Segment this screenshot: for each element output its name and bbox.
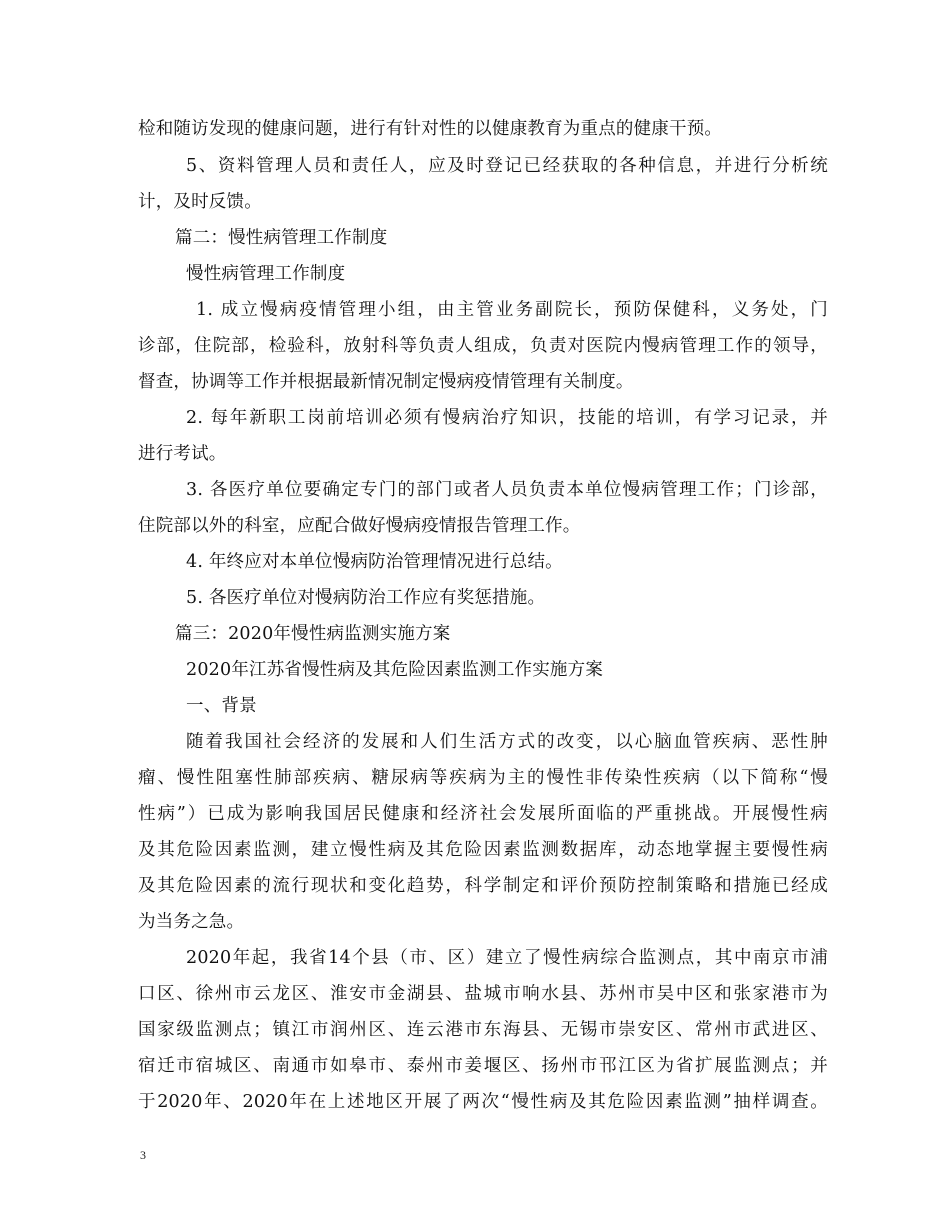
text-line: 于2020年、2020年在上述地区开展了两次“慢性病及其危险因素监测”抽样调查。 [138, 1092, 828, 1112]
text-line: 国家级监测点；镇江市润州区、连云港市东海县、无锡市崇安区、常州市武进区、 [138, 1020, 828, 1040]
text-line: 2020年起，我省14个县（市、区）建立了慢性病综合监测点，其中南京市浦 [186, 948, 828, 968]
subtitle: 慢性病管理工作制度 [186, 264, 346, 284]
text-line: 2. 每年新职工岗前培训必须有慢病治疗知识，技能的培训，有学习记录，并 [186, 408, 828, 428]
text-line: 及其危险因素监测，建立慢性病及其危险因素监测数据库，动态地掌握主要慢性病 [138, 840, 828, 860]
text-line: 督查，协调等工作并根据最新情况制定慢病疫情管理有关制度。 [138, 372, 634, 392]
text-line: 3. 各医疗单位要确定专门的部门或者人员负责本单位慢病管理工作；门诊部， [186, 480, 828, 500]
text-line: 进行考试。 [138, 444, 227, 464]
text-line: 性病”）已成为影响我国居民健康和经济社会发展所面临的严重挑战。开展慢性病 [138, 804, 828, 824]
text-line: 计，及时反馈。 [138, 192, 262, 212]
text-line: 及其危险因素的流行现状和变化趋势，科学制定和评价预防控制策略和措施已经成 [138, 876, 828, 896]
text-line: 口区、徐州市云龙区、淮安市金湖县、盐城市响水县、苏州市吴中区和张家港市为 [138, 984, 828, 1004]
text-line: 诊部，住院部，检验科，放射科等负责人组成，负责对医院内慢病管理工作的领导， [138, 336, 828, 356]
text-line: 宿迁市宿城区、南通市如皋市、泰州市姜堰区、扬州市邗江区为省扩展监测点；并 [138, 1056, 828, 1076]
page-number: 3 [140, 1148, 146, 1162]
text-line: 5. 各医疗单位对慢病防治工作应有奖惩措施。 [186, 588, 546, 608]
text-line: 住院部以外的科室，应配合做好慢病疫情报告管理工作。 [138, 516, 581, 536]
text-line: 随着我国社会经济的发展和人们生活方式的改变，以心脑血管疾病、恶性肿 [186, 732, 828, 752]
text-line: 5、资料管理人员和责任人，应及时登记已经获取的各种信息，并进行分析统 [186, 156, 828, 176]
text-line: 检和随访发现的健康问题，进行有针对性的以健康教育为重点的健康干预。 [138, 119, 723, 139]
subtitle: 2020年江苏省慢性病及其危险因素监测工作实施方案 [186, 660, 604, 680]
text-line: 1. 成立慢病疫情管理小组，由主管业务副院长，预防保健科，义务处，门 [196, 300, 828, 320]
text-line: 4. 年终应对本单位慢病防治管理情况进行总结。 [186, 552, 563, 572]
section-heading: 篇二：慢性病管理工作制度 [175, 228, 388, 248]
section-heading: 一、背景 [186, 696, 257, 716]
text-line: 瘤、慢性阻塞性肺部疾病、糖尿病等疾病为主的慢性非传染性疾病（以下简称“慢 [138, 768, 828, 788]
section-heading: 篇三：2020年慢性病监测实施方案 [175, 624, 451, 644]
text-line: 为当务之急。 [138, 912, 245, 932]
